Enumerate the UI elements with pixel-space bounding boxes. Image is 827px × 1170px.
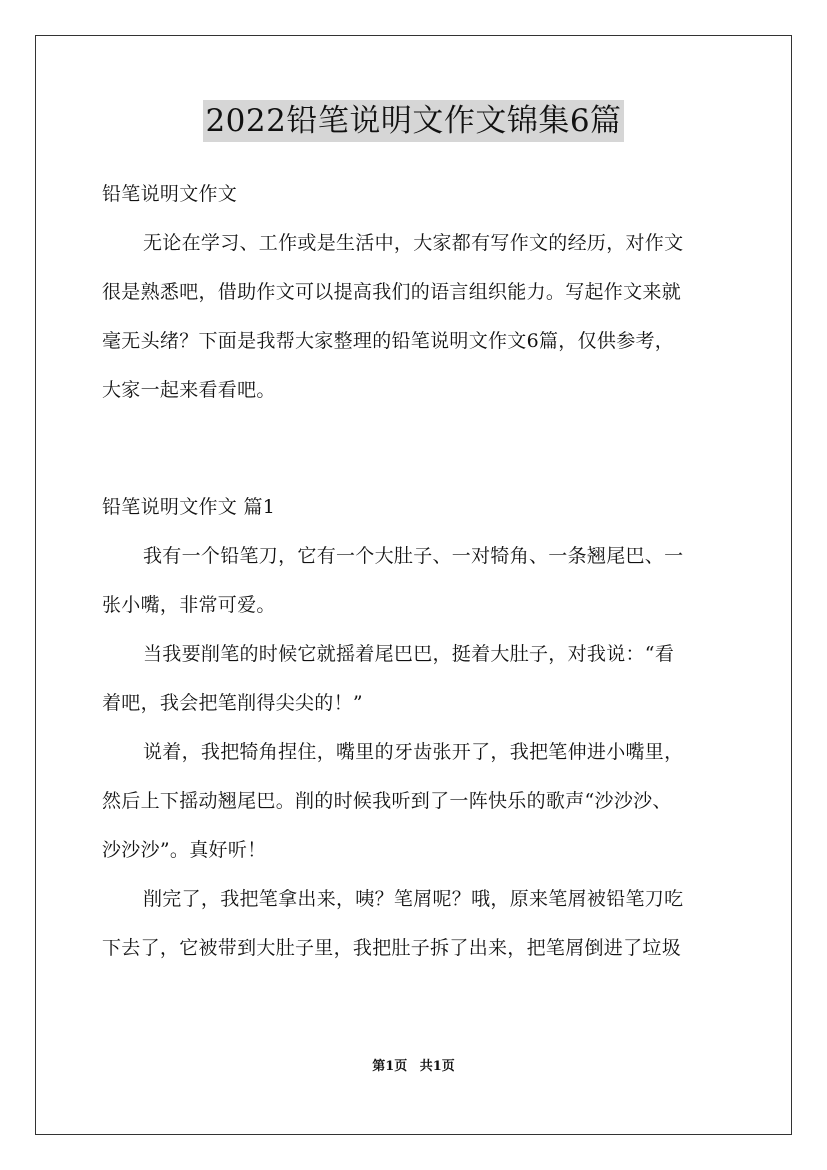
intro-line: 毫无头绪？下面是我帮大家整理的铅笔说明文作文6篇，仅供参考，: [102, 330, 675, 352]
page-number: 第1页: [372, 1059, 408, 1074]
paragraph-line: 削完了，我把笔拿出来，咦？笔屑呢？哦，原来笔屑被铅笔刀吃: [143, 888, 684, 910]
intro-line: 大家一起来看看吧。: [102, 379, 276, 401]
paragraph-line: 着吧，我会把笔削得尖尖的！”: [102, 692, 363, 714]
section-spacer: [102, 415, 727, 483]
paragraph-line: 当我要削笔的时候它就摇着尾巴巴，挺着大肚子，对我说：“看: [143, 643, 675, 665]
page-total: 共1页: [419, 1059, 455, 1074]
paragraph-line: 然后上下摇动翘尾巴。削的时候我听到了一阵快乐的歌声“沙沙沙、: [102, 790, 672, 812]
intro-line: 很是熟悉吧，借助作文可以提高我们的语言组织能力。写起作文来就: [102, 281, 682, 303]
document-body: [102, 170, 727, 973]
paragraph-line: 沙沙沙”。真好听！: [102, 839, 267, 861]
page-footer: [0, 1055, 827, 1074]
document-subtitle: 铅笔说明文作文: [102, 183, 238, 205]
intro-line: 无论在学习、工作或是生活中，大家都有写作文的经历，对作文: [143, 232, 684, 254]
paragraph-line: 我有一个铅笔刀，它有一个大肚子、一对犄角、一条翘尾巴、一: [143, 545, 684, 567]
paragraph-line: 说着，我把犄角捏住，嘴里的牙齿张开了，我把笔伸进小嘴里，: [143, 741, 684, 763]
paragraph-line: 下去了，它被带到大肚子里，我把肚子拆了出来，把笔屑倒进了垃圾: [102, 937, 682, 959]
document-title: 2022铅笔说明文作文锦集6篇: [203, 100, 623, 142]
title-container: [0, 100, 827, 142]
paragraph-line: 张小嘴，非常可爱。: [102, 594, 276, 616]
section-heading: 铅笔说明文作文 篇1: [102, 496, 276, 518]
